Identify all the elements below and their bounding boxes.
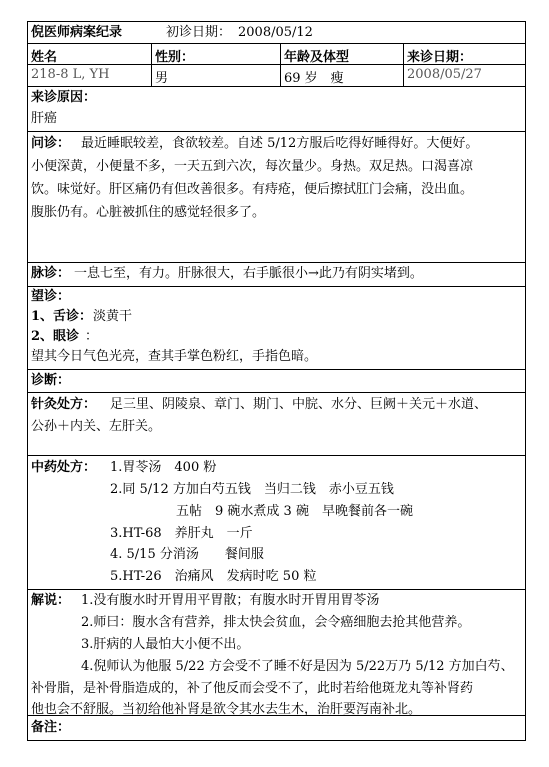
inquiry-label: 问诊：	[31, 136, 71, 151]
age-label: 年龄及体型	[280, 44, 403, 64]
name-label: 姓名	[31, 50, 58, 65]
notes-section	[28, 715, 525, 740]
inquiry-line: 饮。味觉好。肝区痛仍有但改善很多。有痔疮，便后擦拭肛门会痛，没出血。	[31, 182, 474, 197]
observation-note: 望其今日气色光亮，查其手掌色粉红，手指色暗。	[31, 349, 318, 364]
observation-label: 望诊：	[31, 289, 71, 304]
pulse-label: 脉诊：	[31, 266, 71, 281]
herbal-line: 2.同 5/12 方加白芍五钱 当归二钱 赤小豆五钱	[110, 482, 394, 497]
notes-label: 备注：	[31, 720, 71, 735]
pulse-section	[28, 262, 525, 286]
reason-label: 来诊原因：	[31, 90, 97, 105]
patient-label-row	[28, 43, 525, 64]
explanation-line: 4.倪师认为他服 5/22 方会受不了睡不好是因为 5/22万乃 5/12 方加白芍、	[81, 659, 514, 674]
inquiry-line: 腹胀仍有。心脏被抓住的感觉轻很多了。	[31, 205, 266, 220]
eye-label: 2、眼诊	[31, 329, 80, 344]
patient-value-row	[28, 64, 525, 86]
explanation-line: 1.没有腹水时开胃用平胃散；有腹水时开胃用胃苓汤	[81, 593, 380, 608]
inquiry-line: 小便深黄，小便量不多，一天五到六次，每次量少。身热。双足热。口渴喜凉	[31, 159, 474, 174]
visit-date-value: 2008/05/27	[403, 65, 525, 86]
diagnosis-label: 诊断：	[31, 373, 71, 388]
observation-section	[28, 286, 525, 369]
eye-value: ：	[85, 329, 99, 344]
herbal-line: 4. 5/15 分消汤 餐间服	[110, 547, 264, 562]
tongue-label: 1、舌诊：	[31, 309, 93, 324]
herbal-line: 1.胃苓汤 400 粉	[110, 460, 217, 475]
age-value: 69 岁 瘦	[280, 65, 403, 86]
first-visit-date: 2008/05/12	[238, 25, 313, 40]
name-value: 218-8 L, YH	[31, 67, 110, 82]
inquiry-section	[28, 131, 525, 262]
gender-label: 性别：	[151, 44, 280, 64]
acupuncture-line: 足三里、阴陵泉、章门、期门、中脘、水分、巨阙＋关元＋水道、	[110, 397, 488, 412]
inquiry-line: 最近睡眠较差，食欲较差。自述 5/12方服后吃得好睡得好。大便好。	[81, 136, 479, 151]
explanation-line: 补骨脂，是补骨脂造成的，补了他反而会受不了，此时若给他斑龙丸等补肾药	[31, 681, 474, 696]
record-title: 倪医师病案纪录	[31, 25, 123, 40]
herbal-line: 5.HT-26 治痛风 发病时吃 50 粒	[110, 569, 317, 584]
first-visit-label: 初诊日期：	[166, 25, 232, 40]
tongue-value: 淡黄干	[93, 309, 133, 324]
acupuncture-label: 针灸处方：	[31, 397, 97, 412]
gender-value: 男	[151, 65, 280, 86]
reason-section	[28, 86, 525, 131]
visit-date-label: 来诊日期：	[403, 44, 525, 64]
header-row	[28, 22, 525, 43]
pulse-value: 一息七至，有力。肝脉很大，右手脈很小→此乃有阴实堵到。	[74, 266, 423, 281]
explanation-line: 3.肝病的人最怕大小便不出。	[81, 637, 250, 652]
case-record-sheet	[27, 21, 526, 741]
herbal-label: 中药处方：	[31, 460, 97, 475]
herbal-section	[28, 455, 525, 589]
diagnosis-section	[28, 369, 525, 392]
explanation-line: 他也会不舒服。当初给他补肾是欲令其水去生木，治肝要泻南补北。	[31, 702, 422, 717]
explanation-section	[28, 589, 525, 715]
explanation-label: 解说：	[31, 593, 71, 608]
explanation-line: 2.师曰：腹水含有营养，排太快会贫血，会令癌细胞去抢其他营养。	[81, 615, 471, 630]
acupuncture-section	[28, 392, 525, 455]
acupuncture-line: 公孙＋内关、左肝关。	[31, 419, 162, 434]
herbal-line: 五帖 9 碗水煮成 3 碗 早晚餐前各一碗	[176, 504, 413, 519]
herbal-line: 3.HT-68 养肝丸 一斤	[110, 526, 253, 541]
reason-value: 肝癌	[31, 111, 58, 126]
